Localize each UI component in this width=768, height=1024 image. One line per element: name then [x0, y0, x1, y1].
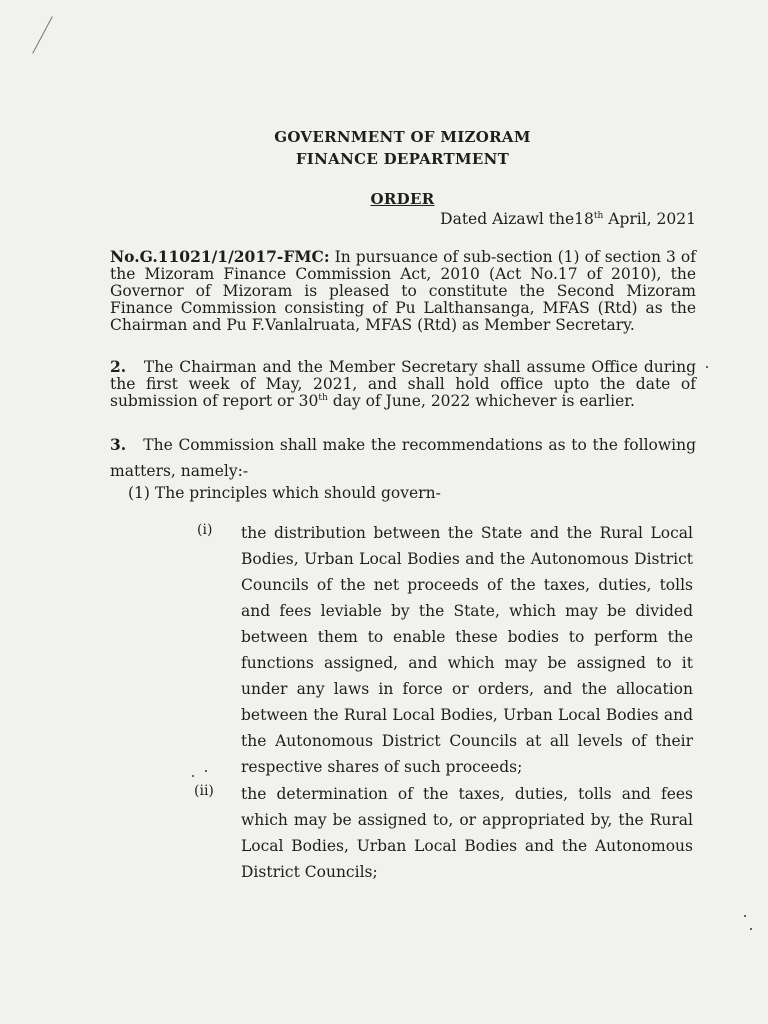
order-reference-number: No.G.11021/1/2017-FMC: — [110, 247, 330, 266]
order-heading: ORDER — [370, 190, 435, 208]
paragraph-2 — [110, 358, 696, 410]
paragraph-2-ordinal: th — [318, 392, 328, 403]
item-2-number: (ii) — [194, 783, 214, 799]
subsection-1-heading: (1) The principles which should govern- — [128, 484, 441, 502]
paragraph-3-text: The Commission shall make the recommendations as to the following matters, namely:- — [110, 436, 697, 480]
paragraph-1-text: In pursuance of sub-section (1) of section 3 of the Mizoram Finance Commission Act, 2010 (Act No.17 of 2010), the Governor of Mizoram is pleased to constitute the Second Mizoram Finance Commission consisting of Pu Lalthansanga, MFAS (Rtd) as the Chairman and Pu F.Vanlalruata, MFAS (Rtd) as Member Secretary. — [110, 248, 696, 334]
item-2-text: the determination of the taxes, duties, tolls and fees which may be assigned to, or appropriated by, the Rural Local Bodies, Urban Local Bodies and the Autonomous District Councils; — [241, 785, 693, 881]
department-heading: FINANCE DEPARTMENT — [295, 150, 510, 168]
scan-speck — [744, 915, 746, 917]
scan-mark — [32, 16, 53, 54]
paragraph-2-text-a: The Chairman and the Member Secretary shall assume Office during the first week of May, 2021, and shall hold office upto the date of submission of report or 30 — [110, 358, 696, 410]
scan-speck — [750, 928, 752, 930]
item-1-text: the distribution between the State and the Rural Local Bodies, Urban Local Bodies and the Autonomous District Councils of the net proceeds of the taxes, duties, tolls and fees leviable by the State, which may be divided between them to enable these bodies to perform the functions assigned, and which may be assigned to it under any laws in force or orders, and the allocation between the Rural Local Bodies, Urban Local Bodies and the Autonomous District Councils at all levels of their respective shares of such proceeds; — [241, 524, 693, 776]
scan-speck — [192, 775, 194, 777]
item-1-number: (i) — [197, 522, 213, 538]
order-date — [440, 210, 696, 228]
paragraph-3 — [110, 432, 696, 484]
date-ordinal: th — [593, 210, 604, 221]
paragraph-2-number: 2. — [110, 357, 127, 376]
paragraph-3-number: 3. — [110, 435, 127, 454]
scan-speck — [706, 366, 708, 368]
paragraph-2-text-b: day of June, 2022 whichever is earlier. — [327, 392, 635, 410]
scan-speck — [205, 770, 207, 772]
government-heading: GOVERNMENT OF MIZORAM — [274, 128, 531, 146]
paragraph-1 — [110, 248, 696, 334]
date-prefix: Dated Aizawl the18 — [440, 210, 594, 228]
date-suffix: April, 2021 — [603, 210, 696, 228]
